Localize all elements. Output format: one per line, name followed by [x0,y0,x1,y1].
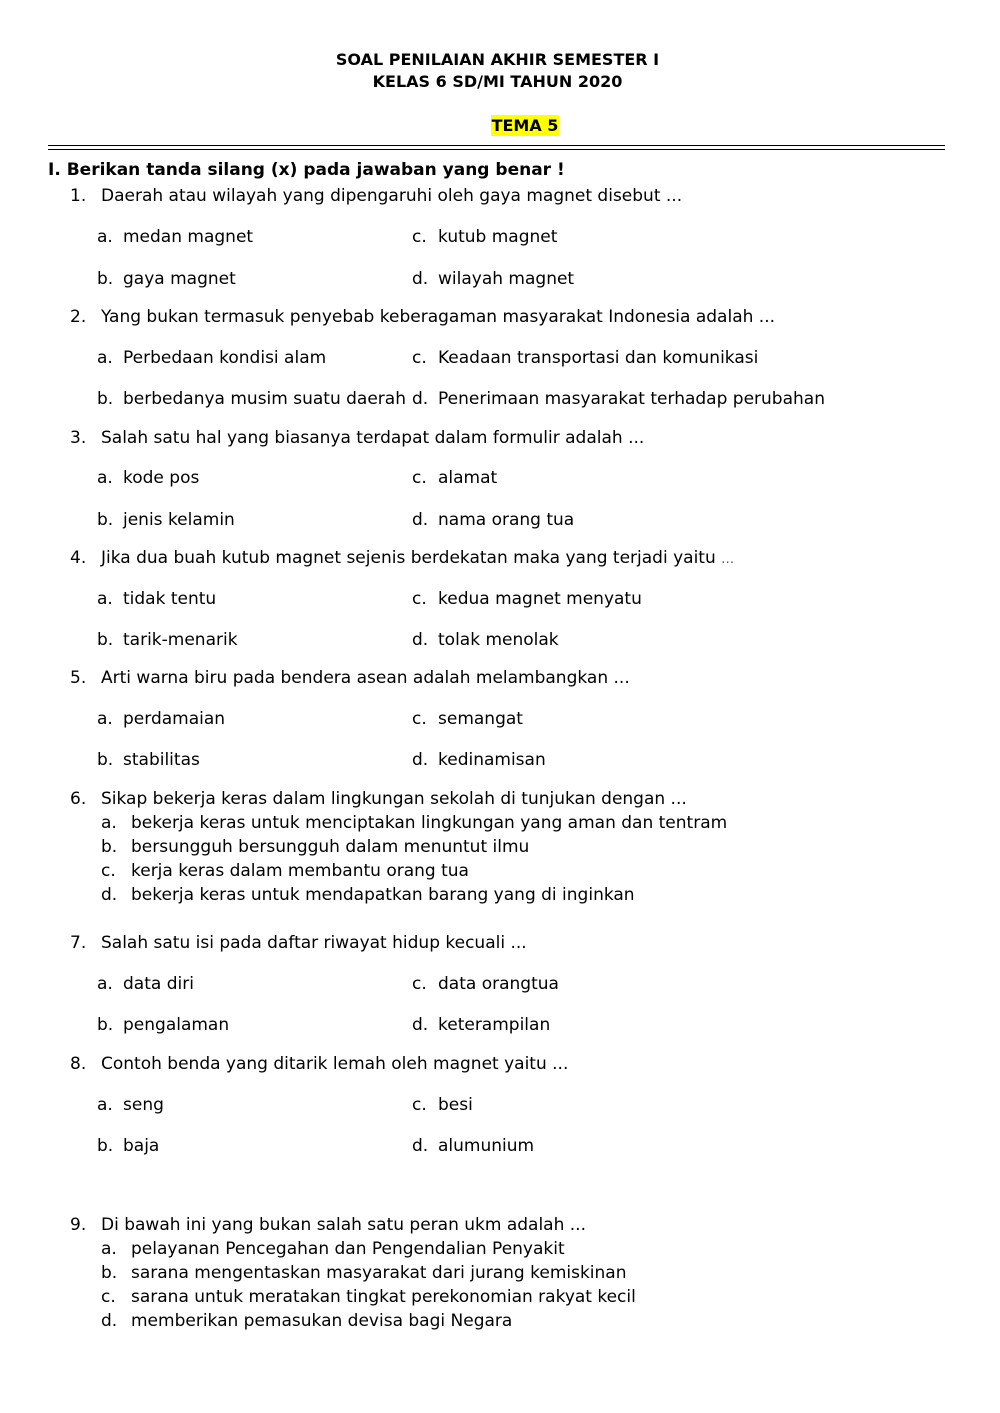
answer-option[interactable]: b. tarik-menarik [97,630,238,650]
answer-option[interactable]: a. pelayanan Pencegahan dan Pengendalian Penyakit [101,1239,565,1259]
ellipsis: … [721,552,735,567]
question-text: Daerah atau wilayah yang dipengaruhi oleh gaya magnet disebut ... [101,186,683,206]
question-number: 8. [70,1054,87,1074]
question-text: Jika dua buah kutub magnet sejenis berdekatan maka yang terjadi yaitu [101,548,722,568]
answer-option[interactable]: c. kedua magnet menyatu [412,589,642,609]
answer-option[interactable]: c. sarana untuk meratakan tingkat perekonomian rakyat kecil [101,1287,636,1307]
answer-option[interactable]: b. bersungguh bersungguh dalam menuntut ilmu [101,837,530,857]
question [70,933,527,953]
answer-option[interactable]: b. sarana mengentaskan masyarakat dari jurang kemiskinan [101,1263,627,1283]
answer-option[interactable]: a. data diri [97,974,194,994]
section-instruction: I. Berikan tanda silang (x) pada jawaban yang benar ! [48,160,565,180]
answer-option[interactable]: b. gaya magnet [97,269,236,289]
answer-option[interactable]: a. tidak tentu [97,589,217,609]
answer-option[interactable]: a. Perbedaan kondisi alam [97,348,327,368]
answer-option[interactable]: a. kode pos [97,468,200,488]
question [70,1054,568,1074]
question-number: 6. [70,789,87,809]
answer-option[interactable]: c. data orangtua [412,974,559,994]
answer-option[interactable]: b. stabilitas [97,750,200,770]
answer-option[interactable]: d. tolak menolak [412,630,559,650]
question-number: 4. [70,548,87,568]
question [70,428,644,448]
question-text: Sikap bekerja keras dalam lingkungan sekolah di tunjukan dengan ... [101,789,687,809]
answer-option[interactable]: b. pengalaman [97,1015,230,1035]
answer-option-list [101,1237,636,1333]
question-text: Salah satu isi pada daftar riwayat hidup kecuali ... [101,933,527,953]
question-number: 1. [70,186,87,206]
answer-option[interactable]: c. kerja keras dalam membantu orang tua [101,861,469,881]
answer-option[interactable]: a. medan magnet [97,227,254,247]
exam-title: SOAL PENILAIAN AKHIR SEMESTER I [335,50,660,69]
answer-option[interactable]: c. Keadaan transportasi dan komunikasi [412,348,759,368]
answer-option[interactable]: d. keterampilan [412,1015,551,1035]
question-number: 7. [70,933,87,953]
answer-option[interactable]: d. Penerimaan masyarakat terhadap perubahan [412,389,825,409]
answer-option[interactable]: b. berbedanya musim suatu daerah [97,389,406,409]
answer-option[interactable]: d. alumunium [412,1136,535,1156]
double-rule-top [48,145,945,146]
question [70,548,734,568]
answer-option[interactable]: a. perdamaian [97,709,226,729]
answer-option[interactable]: d. kedinamisan [412,750,546,770]
question-number: 2. [70,307,87,327]
answer-option[interactable]: a. bekerja keras untuk menciptakan lingkungan yang aman dan tentram [101,813,728,833]
answer-option[interactable]: d. wilayah magnet [412,269,575,289]
question [70,668,630,688]
answer-option[interactable]: d. bekerja keras untuk mendapatkan barang yang di inginkan [101,885,635,905]
answer-option[interactable]: d. nama orang tua [412,510,575,530]
answer-option[interactable]: b. baja [97,1136,160,1156]
answer-option[interactable]: d. memberikan pemasukan devisa bagi Negara [101,1311,513,1331]
answer-option-list [101,811,727,907]
question-number: 5. [70,668,87,688]
question-text: Contoh benda yang ditarik lemah oleh magnet yaitu ... [101,1054,569,1074]
question-text: Salah satu hal yang biasanya terdapat dalam formulir adalah ... [101,428,645,448]
question-number: 3. [70,428,87,448]
question [70,307,775,327]
answer-option[interactable]: c. alamat [412,468,498,488]
question-number: 9. [70,1215,87,1235]
question [70,789,687,809]
answer-option[interactable]: a. seng [97,1095,164,1115]
exam-subtitle: KELAS 6 SD/MI TAHUN 2020 [372,72,623,91]
question [70,1215,586,1235]
answer-option[interactable]: c. kutub magnet [412,227,558,247]
answer-option[interactable]: c. besi [412,1095,473,1115]
answer-option[interactable]: b. jenis kelamin [97,510,235,530]
theme-label: TEMA 5 [491,116,559,135]
question-text: Arti warna biru pada bendera asean adalah melambangkan ... [101,668,630,688]
double-rule-bottom [48,149,945,150]
answer-option[interactable]: c. semangat [412,709,523,729]
question [70,186,682,206]
question-text: Yang bukan termasuk penyebab keberagaman masyarakat Indonesia adalah ... [101,307,775,327]
question-text: Di bawah ini yang bukan salah satu peran ukm adalah ... [101,1215,586,1235]
